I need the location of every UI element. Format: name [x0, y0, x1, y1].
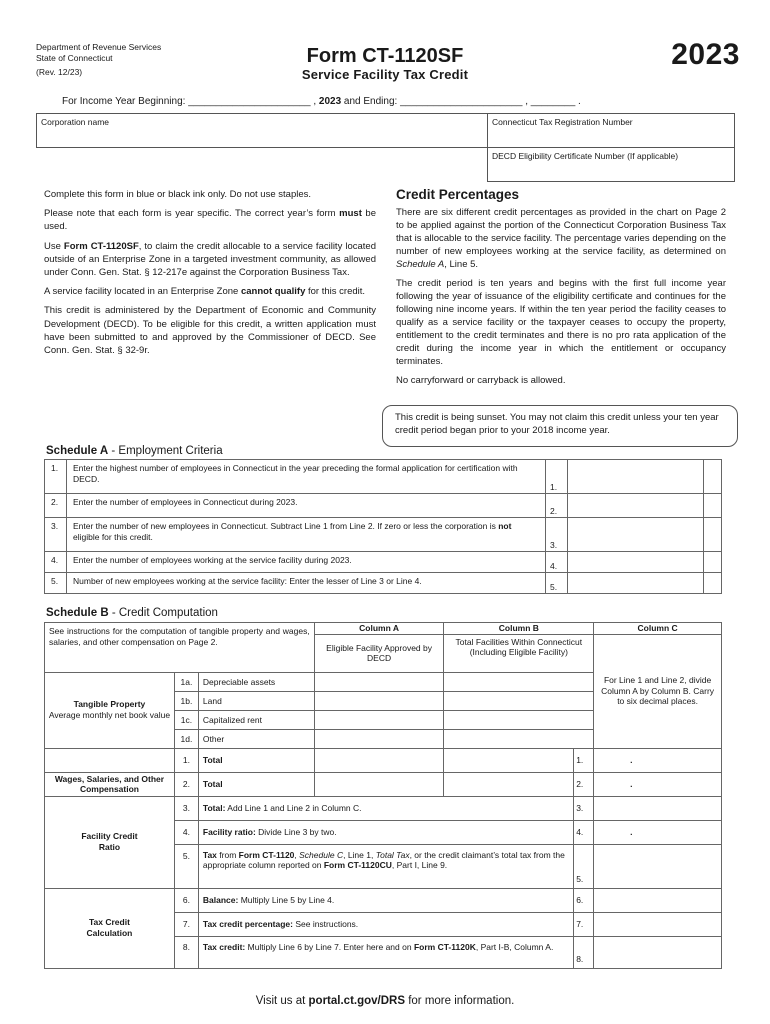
- line-number: 2.: [174, 772, 198, 796]
- line-description: Capitalized rent: [198, 710, 314, 729]
- line-number: 1c.: [174, 710, 198, 729]
- line-2-col-b-input[interactable]: [444, 772, 574, 796]
- form-year: 2023: [671, 38, 740, 71]
- line-2-input[interactable]: [568, 494, 704, 518]
- tax-credit-calculation-label: Tax Credit Calculation: [45, 888, 175, 968]
- line-label: 4.: [574, 820, 594, 844]
- line-1-col-a-input[interactable]: [314, 748, 444, 772]
- line-number: 4.: [174, 820, 198, 844]
- income-year-suffix: and Ending: ______________________ , ________ .: [341, 96, 581, 107]
- line-number: 1.: [45, 460, 67, 494]
- instruction-decd: This credit is administered by the Department of Economic and Community Development (DECD). To be eligible for this credit, a written application must have been submitted to and approved by the Commissioner of DECD. See Conn. Gen. Stat. § 32-9r.: [44, 305, 376, 357]
- line-6-input[interactable]: [594, 888, 722, 912]
- line-5-cents[interactable]: [704, 573, 722, 594]
- line-2-col-c-input[interactable]: .: [594, 772, 722, 796]
- credit-percentages-section: [396, 188, 726, 393]
- line-5-input[interactable]: [568, 573, 704, 594]
- schedule-b-table: [44, 622, 722, 969]
- line-label: 5.: [546, 573, 568, 594]
- line-5-input[interactable]: [594, 844, 722, 888]
- line-1-input[interactable]: [568, 460, 704, 494]
- agency-header: [36, 42, 161, 78]
- department-name: Department of Revenue Services: [36, 42, 162, 52]
- facility-credit-ratio-label: Facility Credit Ratio: [45, 796, 175, 888]
- credit-percentages-p1: There are six different credit percentages as provided in the chart on Page 2 to be applied against the portion of the Connecticut Corporation Business Tax that is allocable to the service facility. The percentage varies depending on the number of new employees working at the service facility, as determined on Schedule A, Line 5.: [396, 207, 726, 270]
- line-1c-col-b-input[interactable]: [444, 710, 594, 729]
- line-number: 1a.: [174, 672, 198, 691]
- line-number: 5.: [174, 844, 198, 888]
- schedule-b-title: Schedule B - Credit Computation: [46, 607, 218, 619]
- form-title: Form CT-1120SF: [306, 45, 464, 67]
- line-2-cents[interactable]: [704, 494, 722, 518]
- schedule-b-intro: See instructions for the computation of tangible property and wages, salaries, and other compensation on Page 2.: [45, 623, 315, 673]
- line-number: 6.: [174, 888, 198, 912]
- decd-certificate-field[interactable]: [487, 147, 735, 182]
- line-label: 3.: [546, 518, 568, 552]
- line-number: 1.: [174, 748, 198, 772]
- instructions-column: [44, 188, 376, 363]
- line-description: Balance: Multiply Line 5 by Line 4.: [198, 888, 573, 912]
- column-c-note: For Line 1 and Line 2, divide Column A by Column B. Carry to six decimal places.: [594, 634, 722, 748]
- instruction-enterprise-zone: A service facility located in an Enterprise Zone cannot qualify for this credit.: [44, 286, 366, 298]
- schedule-a-table: [44, 459, 722, 594]
- schedule-a-row-5: [45, 573, 722, 594]
- schedule-a-row-3: [45, 518, 722, 552]
- income-year-prefix: For Income Year Beginning: ______________________ ,: [62, 96, 319, 107]
- state-name: State of Connecticut: [36, 53, 113, 63]
- column-c-header: Column C: [594, 623, 722, 635]
- form-subtitle: Service Facility Tax Credit: [301, 67, 469, 82]
- corporation-name-label: Corporation name: [41, 117, 110, 127]
- line-1-col-b-input[interactable]: [444, 748, 574, 772]
- line-1c-col-a-input[interactable]: [314, 710, 444, 729]
- line-description: Other: [198, 729, 314, 748]
- credit-percentages-p2: The credit period is ten years and begins with the first full income year following the year of issuance of the eligibility certificate and continues for the following nine income years. If within the ten year period the facility ceases to qualify as a service facility or the taxpayer ceases to occupy the property, entitlement to the credit terminates and there is no pro rata application of the credit during the income year in which the entitlement or occupancy terminates.: [396, 278, 726, 367]
- line-label: 1.: [574, 748, 594, 772]
- line-4-cents[interactable]: [704, 552, 722, 573]
- line-1b-col-b-input[interactable]: [444, 691, 594, 710]
- credit-percentages-p3: No carryforward or carryback is allowed.: [396, 375, 566, 386]
- schedule-a-row-2: [45, 494, 722, 518]
- wages-label: Wages, Salaries, and Other Compensation: [45, 772, 175, 796]
- line-1-col-c-input[interactable]: .: [594, 748, 722, 772]
- line-description: Enter the number of new employees in Connecticut. Subtract Line 1 from Line 2. If zero or less the corporation is not eligible for this credit.: [67, 518, 546, 552]
- line-label: 5.: [574, 844, 594, 888]
- line-description: Enter the highest number of employees in Connecticut in the year preceding the formal application for certification with DECD.: [67, 460, 546, 494]
- line-label: 2.: [546, 494, 568, 518]
- line-label: 3.: [574, 796, 594, 820]
- line-description: Facility ratio: Divide Line 3 by two.: [198, 820, 573, 844]
- line-label: 6.: [574, 888, 594, 912]
- line-4-input[interactable]: .: [594, 820, 722, 844]
- corporation-name-field[interactable]: [36, 113, 488, 148]
- line-description: Tax from Form CT-1120, Schedule C, Line 1, Total Tax, or the credit claimant’s total tax from the appropriate column reported on Form CT-1120CU, Part I, Line 9.: [198, 844, 573, 888]
- line-description: Enter the number of employees in Connecticut during 2023.: [67, 494, 546, 518]
- instruction-ink: Complete this form in blue or black ink only. Do not use staples.: [44, 189, 312, 200]
- line-number: 3.: [174, 796, 198, 820]
- line-number: 3.: [45, 518, 67, 552]
- line-description: Depreciable assets: [198, 672, 314, 691]
- schedule-a-title: Schedule A - Employment Criteria: [46, 445, 223, 457]
- line-3-input[interactable]: [568, 518, 704, 552]
- line-description: Tax credit: Multiply Line 6 by Line 7. Enter here and on Form CT-1120K, Part I-B, Column A.: [198, 936, 573, 968]
- instruction-year-specific: Please note that each form is year specific. The correct year’s form must be used.: [44, 208, 376, 233]
- line-number: 5.: [45, 573, 67, 594]
- column-a-header: Column A: [314, 623, 444, 635]
- line-number: 8.: [174, 936, 198, 968]
- line-description: Total: [198, 772, 314, 796]
- revision-date: (Rev. 12/23): [36, 67, 83, 77]
- line-7-input[interactable]: [594, 912, 722, 936]
- line-number: 1d.: [174, 729, 198, 748]
- decd-certificate-label: DECD Eligibility Certificate Number (If applicable): [492, 151, 679, 161]
- line-label: 4.: [546, 552, 568, 573]
- line-number: 1b.: [174, 691, 198, 710]
- line-label: 8.: [574, 936, 594, 968]
- line-description: Total: Add Line 1 and Line 2 in Column C.: [198, 796, 573, 820]
- column-b-header: Column B: [444, 623, 594, 635]
- sunset-notice: This credit is being sunset. You may not claim this credit unless your ten year credit period began prior to your 2018 income year.: [382, 405, 738, 447]
- line-description: Tax credit percentage: See instructions.: [198, 912, 573, 936]
- line-1-cents[interactable]: [704, 460, 722, 494]
- line-label: 1.: [546, 460, 568, 494]
- line-8-input[interactable]: [594, 936, 722, 968]
- blank-cell: [45, 748, 175, 772]
- drs-website-link[interactable]: portal.ct.gov/DRS: [308, 995, 406, 1007]
- line-1a-col-b-input[interactable]: [444, 672, 594, 691]
- line-number: 7.: [174, 912, 198, 936]
- line-number: 2.: [45, 494, 67, 518]
- footer: Visit us at portal.ct.gov/DRS for more information.: [255, 995, 515, 1007]
- line-label: 2.: [574, 772, 594, 796]
- line-description: Total: [198, 748, 314, 772]
- line-description: Land: [198, 691, 314, 710]
- line-3-input[interactable]: [594, 796, 722, 820]
- line-1b-col-a-input[interactable]: [314, 691, 444, 710]
- income-year-line[interactable]: [62, 96, 581, 107]
- column-a-subheader: Eligible Facility Approved by DECD: [314, 634, 444, 672]
- line-description: Number of new employees working at the service facility: Enter the lesser of Line 3 or Line 4.: [67, 573, 546, 594]
- line-2-col-a-input[interactable]: [314, 772, 444, 796]
- tangible-property-label: Tangible Property Average monthly net book value: [45, 672, 175, 748]
- line-4-input[interactable]: [568, 552, 704, 573]
- schedule-a-row-4: [45, 552, 722, 573]
- ct-tax-registration-field[interactable]: [487, 113, 735, 148]
- line-number: 4.: [45, 552, 67, 573]
- ct-tax-registration-label: Connecticut Tax Registration Number: [492, 117, 633, 127]
- schedule-a-row-1: [45, 460, 722, 494]
- income-year-value: 2023: [318, 96, 342, 107]
- line-1a-col-a-input[interactable]: [314, 672, 444, 691]
- line-1d-col-b-input[interactable]: [444, 729, 594, 748]
- credit-percentages-heading: Credit Percentages: [396, 187, 520, 202]
- line-label: 7.: [574, 912, 594, 936]
- line-1d-col-a-input[interactable]: [314, 729, 444, 748]
- column-b-subheader: Total Facilities Within Connecticut (Including Eligible Facility): [444, 634, 594, 672]
- line-description: Enter the number of employees working at the service facility during 2023.: [67, 552, 546, 573]
- line-3-cents[interactable]: [704, 518, 722, 552]
- instruction-use-form: Use Form CT-1120SF, to claim the credit allocable to a service facility located outside of an Enterprise Zone in a targeted investment community, as allowed under Conn. Gen. Stat. § 12-217e against the Corporation Business Tax.: [44, 240, 376, 279]
